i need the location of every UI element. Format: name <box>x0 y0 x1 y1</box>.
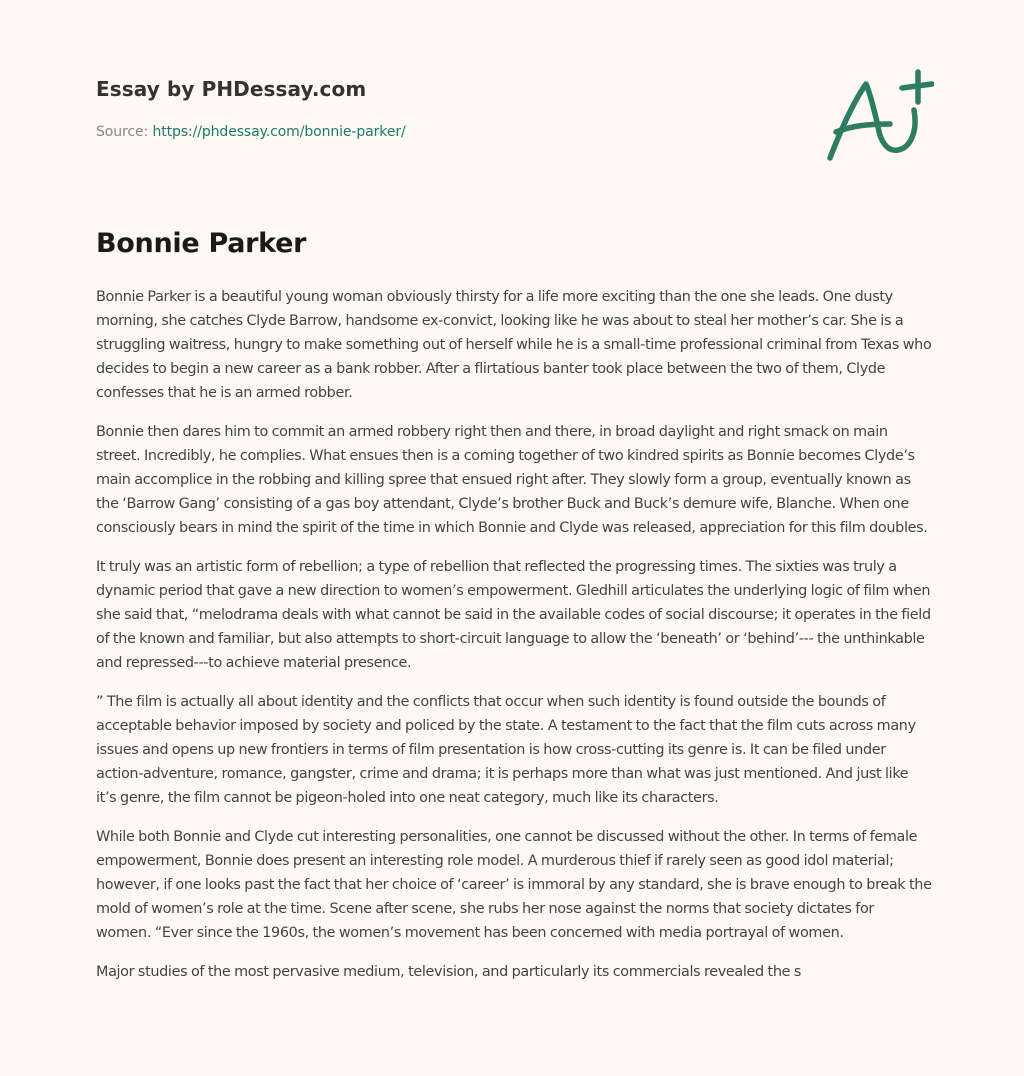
essay-body <box>96 285 932 999</box>
essay-paragraph: ” The film is actually all about identity and the conflicts that occur when such identity is found outside the bounds of acceptable behavior imposed by society and policed by the state. A testament to the fact that the film cuts across many issues and opens up new frontiers in terms of film presentation is how cross-cutting its genre is. It can be filed under action-adventure, romance, gangster, crime and drama; it is perhaps more than what was just mentioned. And just like it’s genre, the film cannot be pigeon-holed into one neat category, much like its characters. <box>96 694 916 806</box>
source-line <box>96 122 796 142</box>
essay-paragraph: While both Bonnie and Clyde cut interesting personalities, one cannot be discussed without the other. In terms of female empowerment, Bonnie does present an interesting role model. A murderous thief if rarely seen as good idol material; however, if one looks past the fact that her choice of ‘career’ is immoral by any standard, she is brave enough to break the mold of women’s role at the time. Scene after scene, she rubs her nose against the norms that society dictates for women. “Ever since the 1960s, the women’s movement has been concerned with media portrayal of women. <box>96 829 932 941</box>
essay-paragraph: It truly was an artistic form of rebellion; a type of rebellion that reflected the progressing times. The sixties was truly a dynamic period that gave a new direction to women’s empowerment. Gledhill articulates the underlying logic of film when she said that, “melodrama deals with what cannot be said in the available codes of social discourse; it operates in the field of the known and familiar, but also attempts to short-circuit language to allow the ‘beneath’ or ‘behind’--- the unthinkable and repressed---to achieve material presence. <box>96 559 931 671</box>
source-link[interactable]: https://phdessay.com/bonnie-parker/ <box>152 124 406 140</box>
essay-paragraph: Major studies of the most pervasive medium, television, and particularly its commercials revealed the s <box>96 964 801 980</box>
essay-title: Bonnie Parker <box>96 228 307 259</box>
brand-title: Essay by PHDessay.com <box>96 77 367 101</box>
page-header <box>96 74 796 142</box>
source-label: Source: <box>96 124 149 140</box>
a-plus-grade-icon <box>818 62 934 172</box>
essay-paragraph: Bonnie Parker is a beautiful young woman obviously thirsty for a life more exciting than the one she leads. One dusty morning, she catches Clyde Barrow, handsome ex-convict, looking like he was about to steal her mother’s car. She is a struggling waitress, hungry to make something out of herself while he is a small-time professional criminal from Texas who decides to begin a new career as a bank robber. After a flirtatious banter took place between the two of them, Clyde confesses that he is an armed robber. <box>96 289 932 401</box>
essay-paragraph: Bonnie then dares him to commit an armed robbery right then and there, in broad daylight and right smack on main street. Incredibly, he complies. What ensues then is a coming together of two kindred spirits as Bonnie becomes Clyde’s main accomplice in the robbing and killing spree that ensued right after. They slowly form a group, eventually known as the ‘Barrow Gang’ consisting of a gas boy attendant, Clyde’s brother Buck and Buck’s demure wife, Blanche. When one consciously bears in mind the spirit of the time in which Bonnie and Clyde was released, appreciation for this film doubles. <box>96 424 928 536</box>
